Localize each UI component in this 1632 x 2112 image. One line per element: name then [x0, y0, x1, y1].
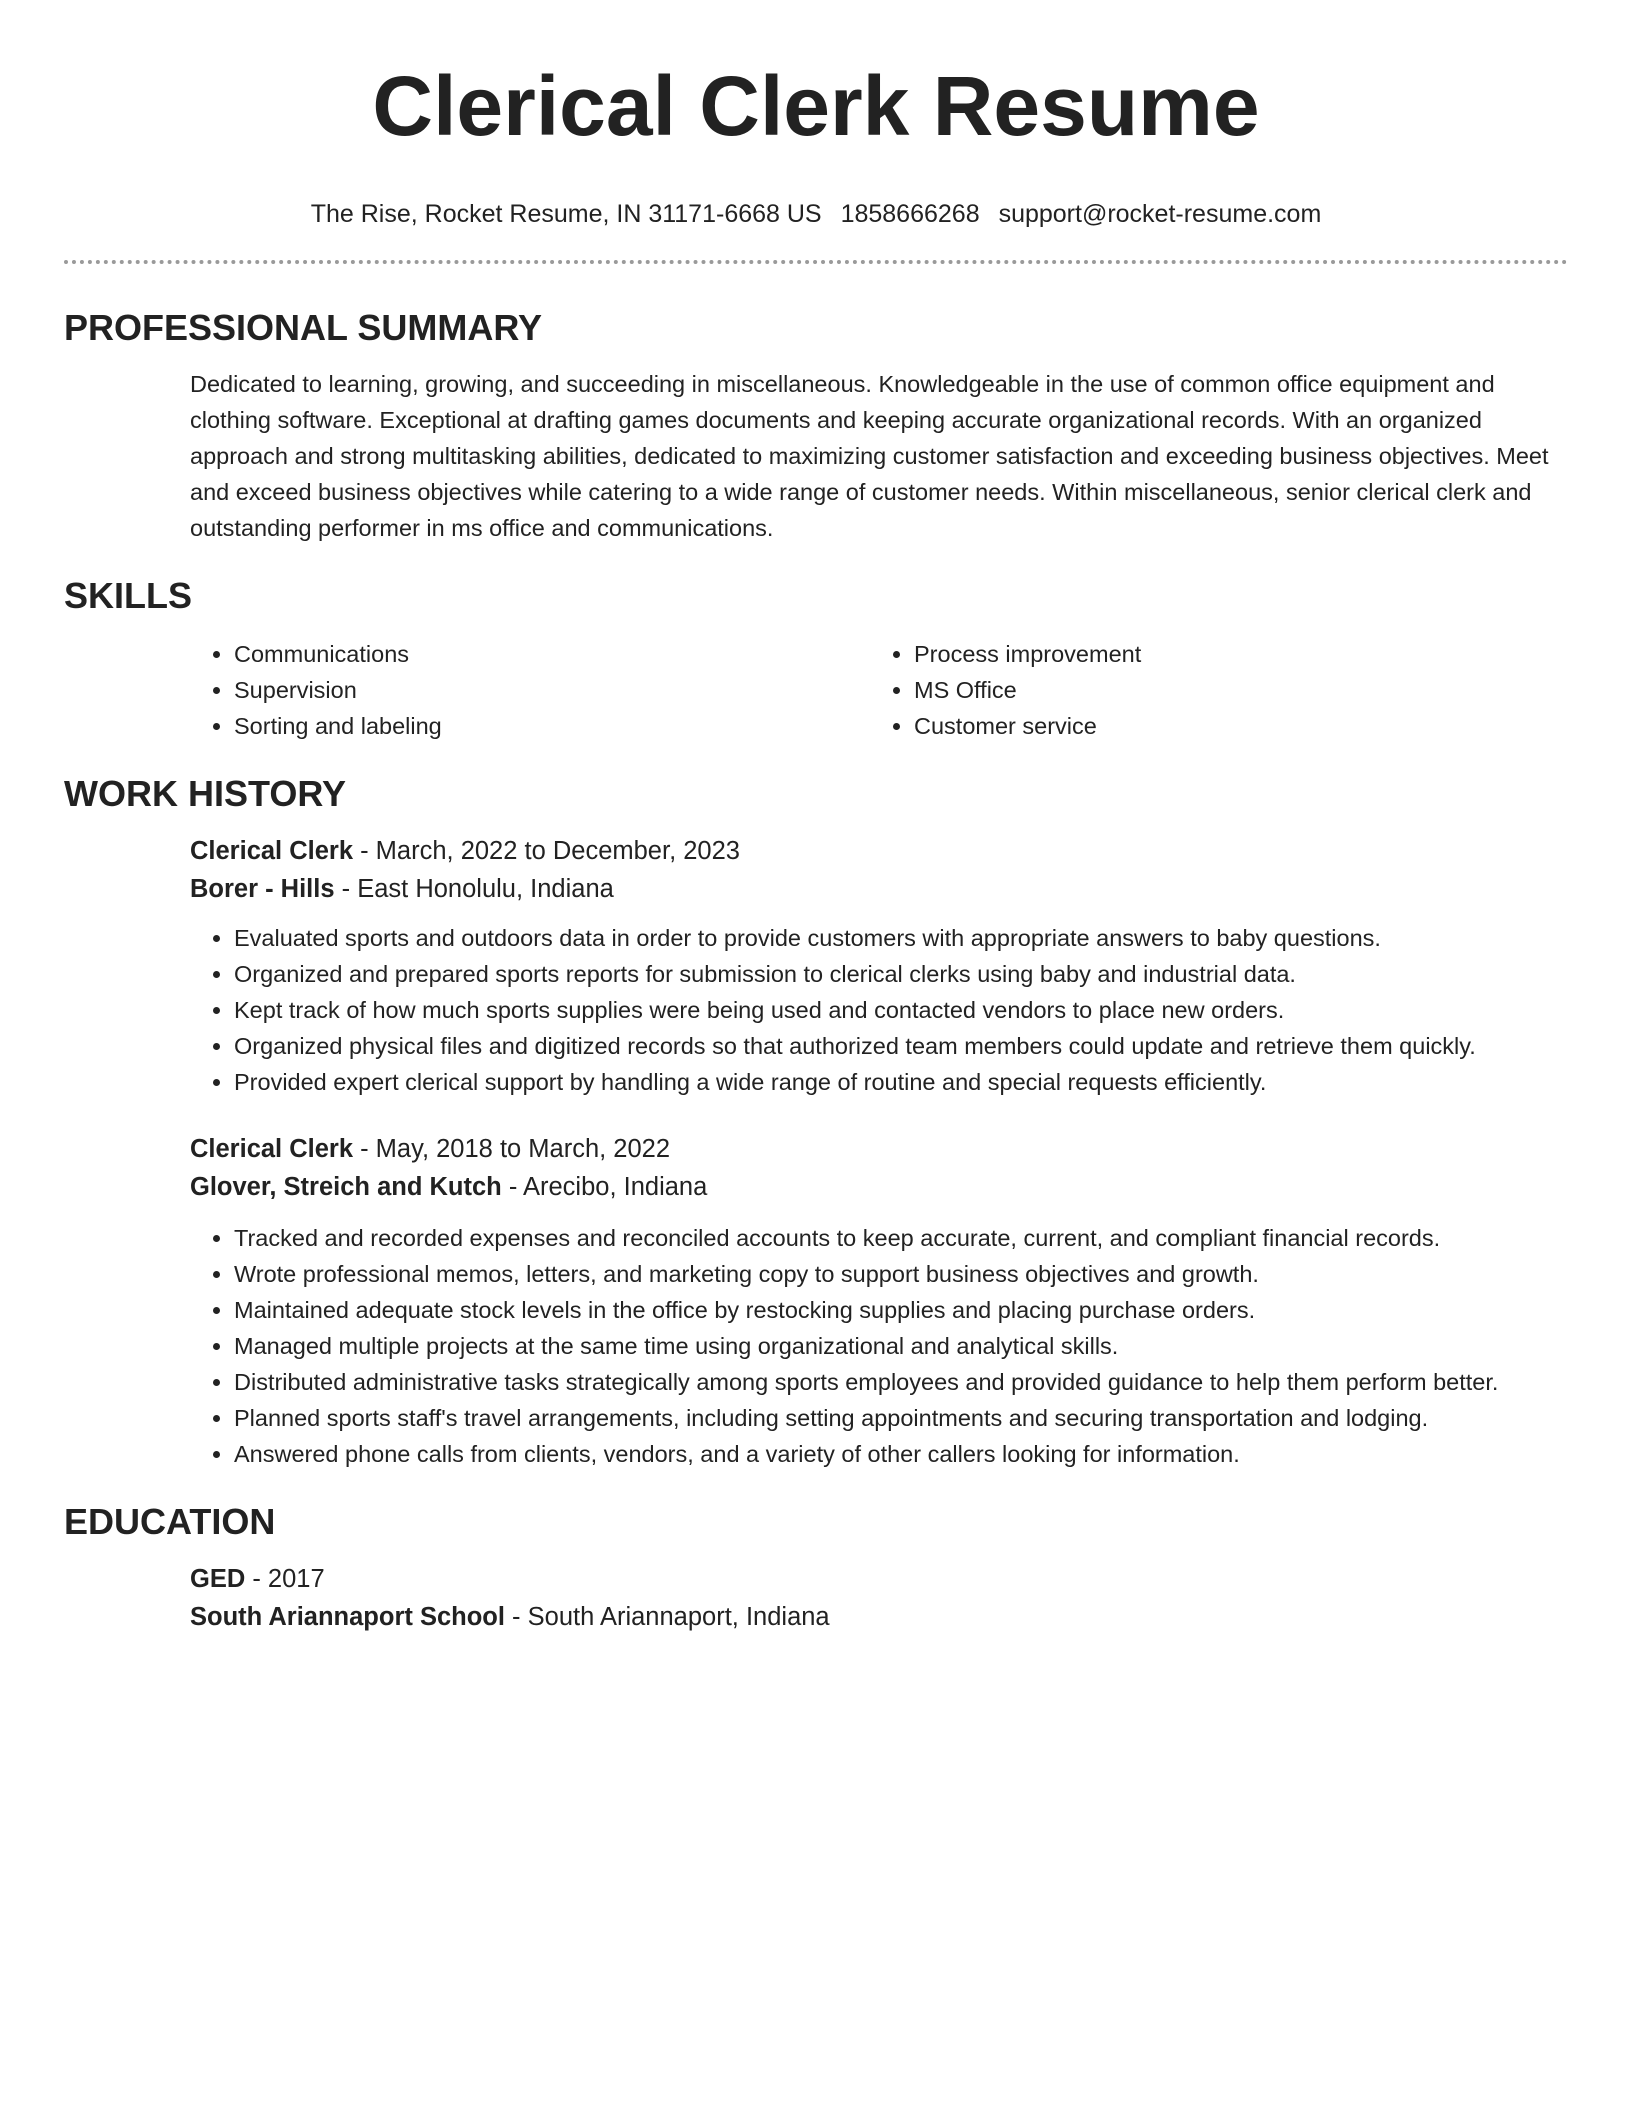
contact-phone: 1858666268 — [840, 200, 980, 228]
education-degree-line — [190, 1560, 1568, 1598]
contact-info — [64, 196, 1568, 232]
skills-list — [190, 636, 1568, 744]
education-location: - South Ariannaport, Indiana — [504, 1603, 830, 1631]
contact-email: support@rocket-resume.com — [998, 200, 1322, 228]
skill-item: • Supervision — [234, 672, 870, 708]
education-year: - 2017 — [245, 1565, 325, 1593]
job-company: Borer - Hills — [190, 875, 335, 903]
job-company-line — [190, 870, 1568, 908]
job-entry — [190, 832, 1568, 1100]
education-section — [64, 1500, 1568, 1636]
job-bullet: • Wrote professional memos, letters, and marketing copy to support business objectives and growth. — [234, 1256, 1568, 1292]
skills-heading: SKILLS — [64, 575, 193, 616]
job-dates: - March, 2022 to December, 2023 — [353, 837, 740, 865]
job-bullet: • Tracked and recorded expenses and reconciled accounts to keep accurate, current, and compliant financial records. — [234, 1220, 1568, 1256]
education-school-line — [190, 1598, 1568, 1636]
resume-page — [64, 0, 1568, 1636]
skill-item: • Customer service — [914, 708, 1550, 744]
job-bullet: • Answered phone calls from clients, vendors, and a variety of other callers looking for information. — [234, 1436, 1568, 1472]
job-location: - Arecibo, Indiana — [501, 1173, 708, 1201]
job-entry — [190, 1130, 1568, 1472]
resume-title: Clerical Clerk Resume — [372, 59, 1260, 153]
summary-section — [64, 306, 1568, 546]
skill-item: • Communications — [234, 636, 870, 672]
education-entry — [190, 1560, 1568, 1636]
education-degree: GED — [190, 1565, 246, 1593]
work-history-heading: WORK HISTORY — [64, 773, 347, 814]
skill-item: • Sorting and labeling — [234, 708, 870, 744]
job-bullet: • Kept track of how much sports supplies were being used and contacted vendors to place new orders. — [234, 992, 1568, 1028]
skills-section — [64, 574, 1568, 744]
job-bullet: • Managed multiple projects at the same time using organizational and analytical skills. — [234, 1328, 1568, 1364]
job-bullet: • Organized physical files and digitized records so that authorized team members could update and retrieve them quickly. — [234, 1028, 1568, 1064]
skills-column-right — [870, 636, 1550, 744]
education-heading: EDUCATION — [64, 1501, 276, 1542]
job-title-line — [190, 1130, 1568, 1168]
summary-heading: PROFESSIONAL SUMMARY — [64, 307, 543, 348]
job-bullet: • Organized and prepared sports reports for submission to clerical clerks using baby and industrial data. — [234, 956, 1568, 992]
job-title-line — [190, 832, 1568, 870]
skill-item: • MS Office — [914, 672, 1550, 708]
summary-text: Dedicated to learning, growing, and succeeding in miscellaneous. Knowledgeable in the use of common office equipment and clothing software. Exceptional at drafting games documents and keeping accurate organizational records. With an organized approach and strong multitasking abilities, dedicated to maximizing customer satisfaction and exceeding business objectives. Meet and exceed business objectives while catering to a wide range of customer needs. Within miscellaneous, senior clerical clerk and outstanding performer in ms office and communications. — [190, 371, 1549, 541]
job-company-line — [190, 1168, 1568, 1206]
skills-column-left — [190, 636, 870, 744]
job-company: Glover, Streich and Kutch — [190, 1173, 502, 1201]
job-bullet: • Evaluated sports and outdoors data in order to provide customers with appropriate answers to baby questions. — [234, 920, 1568, 956]
job-title: Clerical Clerk — [190, 837, 354, 865]
education-school: South Ariannaport School — [190, 1603, 505, 1631]
skill-item: • Process improvement — [914, 636, 1550, 672]
job-title: Clerical Clerk — [190, 1135, 354, 1163]
job-location: - East Honolulu, Indiana — [334, 875, 614, 903]
job-bullet: • Planned sports staff's travel arrangements, including setting appointments and securing transportation and lodging. — [234, 1400, 1568, 1436]
job-dates: - May, 2018 to March, 2022 — [353, 1135, 671, 1163]
job-bullets — [190, 1220, 1568, 1472]
job-bullets — [190, 920, 1568, 1100]
header-divider — [64, 260, 1568, 264]
contact-address: The Rise, Rocket Resume, IN 31171-6668 US — [310, 200, 822, 228]
job-bullet: • Provided expert clerical support by handling a wide range of routine and special requests efficiently. — [234, 1064, 1568, 1100]
job-bullet: • Distributed administrative tasks strategically among sports employees and provided guidance to help them perform better. — [234, 1364, 1568, 1400]
job-bullet: • Maintained adequate stock levels in the office by restocking supplies and placing purchase orders. — [234, 1292, 1568, 1328]
work-history-section — [64, 772, 1568, 1472]
